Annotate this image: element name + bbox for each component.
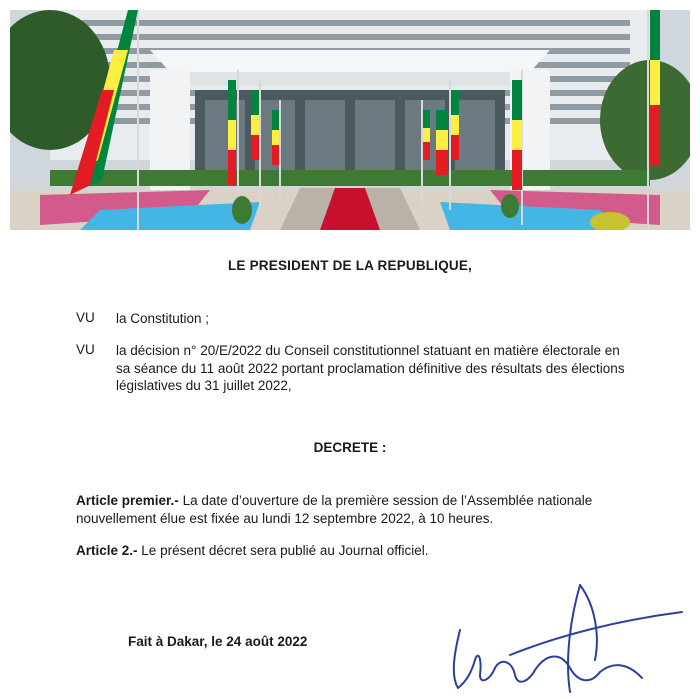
article-2-label: Article 2.- — [76, 543, 138, 558]
vu-label-2: VU — [76, 342, 95, 357]
decree-heading: DECRETE : — [313, 440, 387, 455]
article-1-label: Article premier.- — [76, 493, 179, 508]
vu-text-1: la Constitution ; — [116, 311, 210, 326]
vu-text-2: la décision n° 20/E/2022 du Conseil constitutionnel statuant en matière électorale en sa séance du 11 août 2022 portant proclamation définitive des résultats des élections législatives du 31 juillet 2022, — [116, 343, 625, 393]
article-2-text: Le présent décret sera publié au Journal officiel. — [141, 543, 429, 558]
article-1 — [76, 492, 636, 527]
article-1-text: La date d’ouverture de la première session de l’Assemblée nationale nouvellement élue est fixée au lundi 12 septembre 2022, à 10 heures. — [76, 493, 593, 526]
decree-document — [0, 230, 700, 700]
signature-date-line: Fait à Dakar, le 24 août 2022 — [128, 634, 308, 649]
article-2 — [76, 542, 636, 560]
assembly-building-photo — [10, 10, 690, 230]
handwritten-signature — [420, 580, 690, 695]
vu-label-1: VU — [76, 310, 95, 325]
document-title: LE PRESIDENT DE LA REPUBLIQUE, — [227, 258, 473, 273]
